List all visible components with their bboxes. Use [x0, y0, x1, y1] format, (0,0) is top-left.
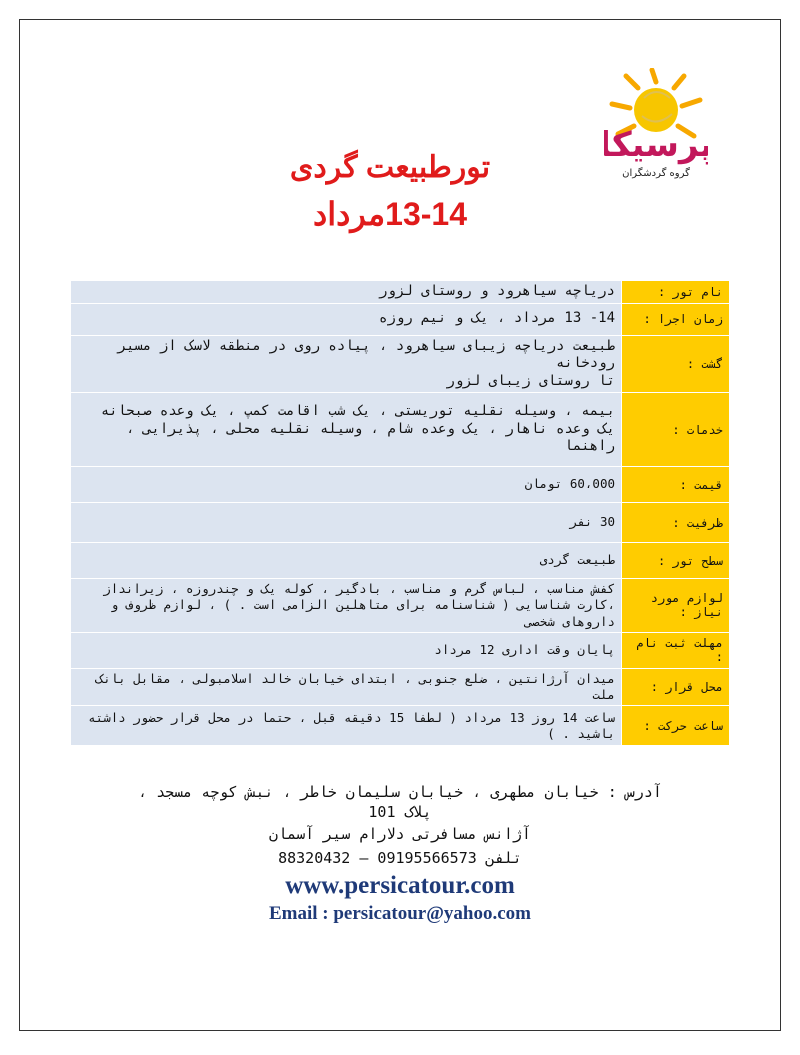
- table-row: [71, 579, 730, 633]
- row-value: 30 نفر: [71, 503, 622, 543]
- row-label: زمان اجرا :: [622, 303, 730, 335]
- website-link[interactable]: www.persicatour.com: [285, 872, 515, 899]
- svg-text:گروه گردشگران: گروه گردشگران: [622, 168, 690, 179]
- email-address[interactable]: Email : persicatour@yahoo.com: [268, 903, 531, 924]
- agency-name: آژانس مسافرتی دلارام سیر آسمان: [269, 825, 531, 843]
- table-row: [71, 503, 730, 543]
- row-value: 60،000 تومان: [71, 467, 622, 503]
- table-row: [71, 393, 730, 467]
- row-label: ساعت حرکت :: [622, 706, 730, 746]
- row-label: محل قرار :: [622, 668, 730, 706]
- persica-logo: [604, 68, 708, 198]
- row-label: مهلت ثبت نام :: [622, 632, 730, 668]
- tour-dates: 13-14مرداد: [312, 196, 468, 232]
- row-value: 14- 13 مرداد ، یک و نیم روزه: [71, 303, 622, 335]
- svg-text:پرسیکا: پرسیکا: [604, 125, 708, 165]
- row-label: خدمات :: [622, 393, 730, 467]
- row-label: نام تور :: [622, 281, 730, 304]
- row-value: طبیعت دریاچه زیبای سیاهرود ، پیاده روی در منطقه لاسک از مسیر رودخانه تا روستای زیبای لزور: [71, 335, 622, 393]
- table-row: [71, 467, 730, 503]
- table-row: [71, 303, 730, 335]
- tour-info-table: [70, 280, 730, 746]
- address-line-1: آدرس : خیابان مطهری ، خیابان سلیمان خاطر ، نبش کوچه مسجد ،: [138, 783, 662, 801]
- table-row: [71, 543, 730, 579]
- row-value: پایان وقت اداری 12 مرداد: [71, 632, 622, 668]
- table-row: [71, 632, 730, 668]
- table-row: [71, 706, 730, 746]
- row-value: میدان آرژانتین ، ضلع جنوبی ، ابتدای خیابان خالد اسلامبولی ، مقابل بانک ملت: [71, 668, 622, 706]
- tour-title: تورطبیعت گردی: [289, 151, 491, 184]
- address-line-2: پلاک 101: [368, 803, 432, 821]
- table-row: [71, 668, 730, 706]
- row-label: لوازم مورد نیاز :: [622, 579, 730, 633]
- row-value: ساعت 14 روز 13 مرداد ( لطفا 15 دقیقه قبل ، حتما در محل قرار حضور داشته باشید . ): [71, 706, 622, 746]
- row-value: کفش مناسب ، لباس گرم و مناسب ، بادگیر ، کوله یک و چندروزه ، زیرانداز ،کارت شناسایی ( شناسنامه برای متاهلین الزامی است . ) ، لوازم ظروف و داروهای شخصی: [71, 579, 622, 633]
- row-label: سطح تور :: [622, 543, 730, 579]
- row-label: گشت :: [622, 335, 730, 393]
- table-row: [71, 281, 730, 304]
- table-row: [71, 335, 730, 393]
- phone-numbers: تلفن 09195566573 – 88320432: [278, 849, 522, 867]
- row-value: طبیعت گردی: [71, 543, 622, 579]
- row-value: بیمه ، وسیله نقلیه توریستی ، یک شب اقامت کمپ ، یک وعده صبحانه یک وعده ناهار ، یک وعده شام ، وسیله نقلیه محلی ، پذیرایی ، راهنما: [71, 393, 622, 467]
- row-label: ظرفیت :: [622, 503, 730, 543]
- row-label: قیمت :: [622, 467, 730, 503]
- row-value: دریاچه سیاهرود و روستای لزور: [71, 281, 622, 304]
